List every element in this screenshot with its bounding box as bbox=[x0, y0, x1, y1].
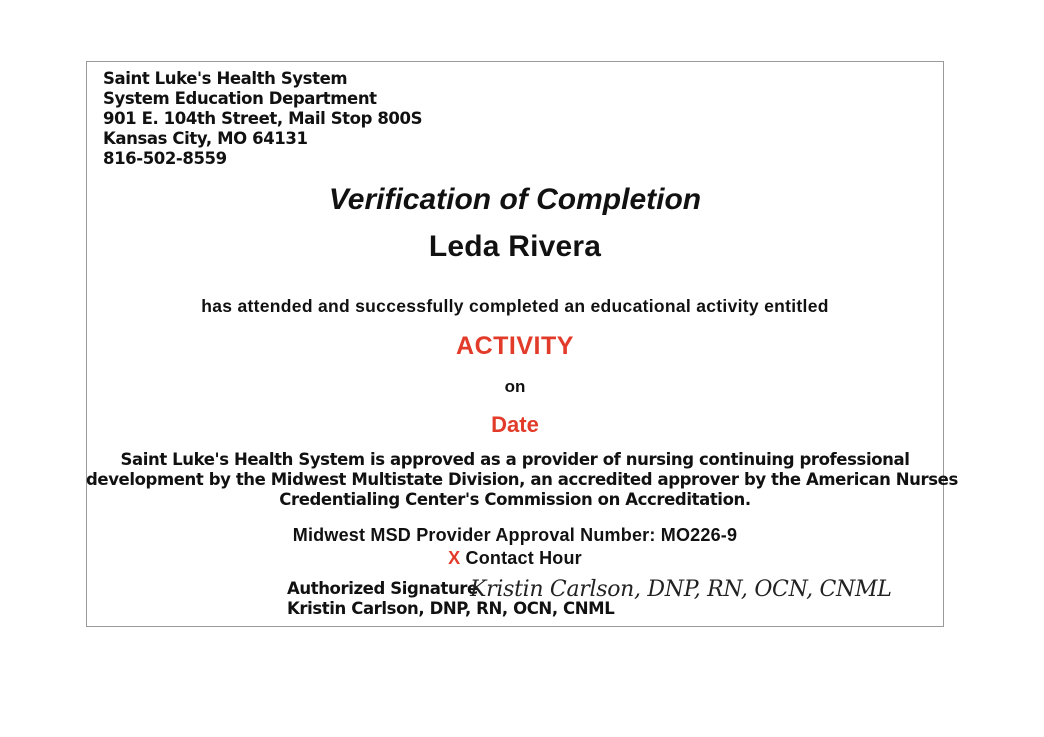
department-name: System Education Department bbox=[103, 89, 377, 108]
accreditation-statement bbox=[86, 450, 958, 510]
activity-date: Date bbox=[491, 412, 539, 437]
on-label: on bbox=[504, 377, 526, 396]
contact-hours-value: X bbox=[448, 548, 461, 568]
activity-name: ACTIVITY bbox=[456, 332, 574, 360]
contact-hours-label: Contact Hour bbox=[460, 548, 582, 568]
recipient-name: Leda Rivera bbox=[428, 230, 602, 263]
completion-statement: has attended and successfully completed an educational activity entitled bbox=[201, 296, 829, 316]
phone-number: 816-502-8559 bbox=[103, 149, 227, 168]
certificate-title: Verification of Completion bbox=[328, 183, 702, 216]
accreditation-line: Credentialing Center's Commission on Accreditation. bbox=[279, 490, 751, 509]
city-state-zip: Kansas City, MO 64131 bbox=[103, 129, 308, 148]
contact-hours bbox=[86, 547, 944, 569]
organization-name: Saint Luke's Health System bbox=[103, 69, 348, 88]
accreditation-line: Saint Luke's Health System is approved as a provider of nursing continuing professional bbox=[120, 450, 910, 469]
signature-label: Authorized Signature bbox=[287, 579, 478, 598]
organization-address bbox=[103, 69, 422, 169]
handwritten-signature: Kristin Carlson, DNP, RN, OCN, CNML bbox=[470, 577, 892, 602]
street-address: 901 E. 104th Street, Mail Stop 800S bbox=[103, 109, 423, 128]
accreditation-line: development by the Midwest Multistate Division, an accredited approver by the American Nurses bbox=[86, 470, 958, 489]
provider-approval-number: Midwest MSD Provider Approval Number: MO226-9 bbox=[292, 525, 738, 545]
signer-printed-name: Kristin Carlson, DNP, RN, OCN, CNML bbox=[287, 599, 615, 618]
